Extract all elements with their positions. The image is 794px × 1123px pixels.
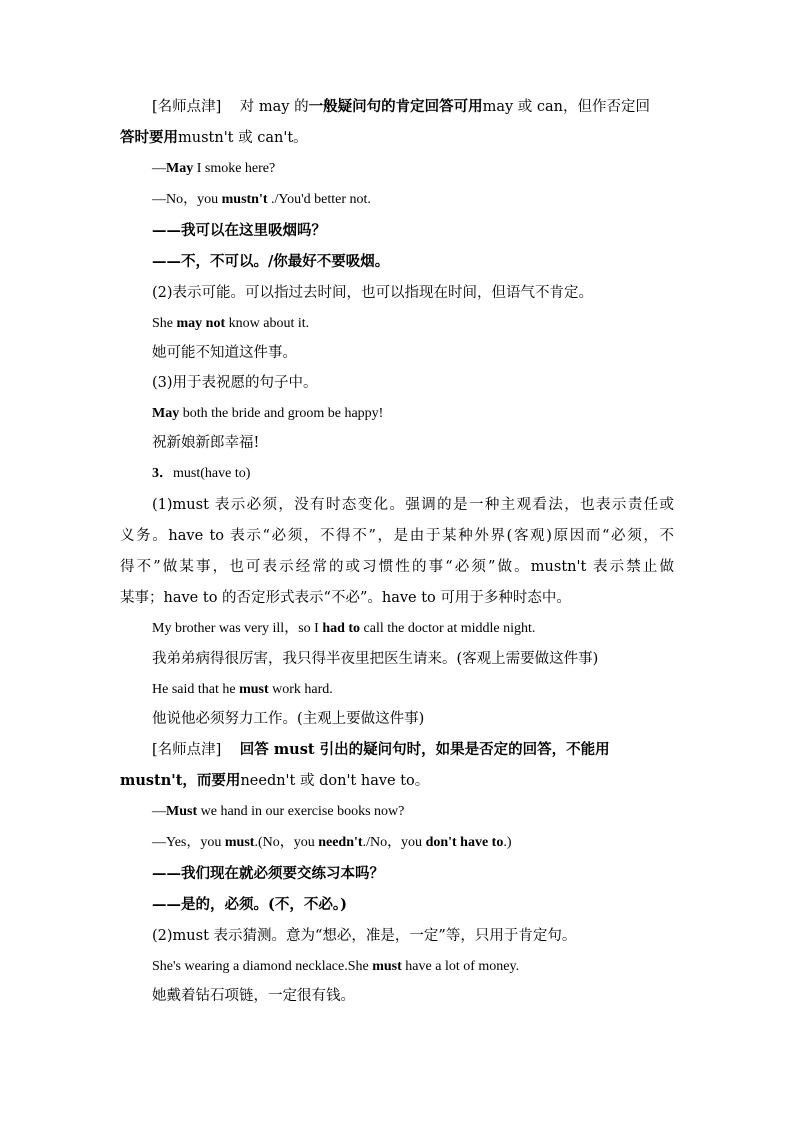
paragraph-line: (1)must 表示必须，没有时态变化。强调的是一种主观看法，也表示责任或 <box>152 497 674 513</box>
usage-heading: (2)表示可能。可以指过去时间，也可以指现在时间，但语气不肯定。 <box>152 285 594 301</box>
translation-question: ——我可以在这里吸烟吗？ <box>152 222 326 239</box>
example-sentence <box>152 619 535 639</box>
note-tag: [名师点津] <box>152 742 222 758</box>
note-line-1 <box>152 97 650 117</box>
keyword: must <box>239 682 269 697</box>
example-text: My brother was very ill，so I <box>152 621 323 636</box>
paragraph-line: 得不”做某事，也可表示经常的或习惯性的事“必须”做。mustn't 表示禁止做 <box>120 559 674 575</box>
translation: 她戴着钻石项链，一定很有钱。 <box>152 988 355 1004</box>
example-sentence <box>152 314 309 334</box>
example-text: call the doctor at middle night. <box>360 621 536 636</box>
keyword: needn't <box>318 835 363 850</box>
example-text: —Yes，you <box>152 835 225 850</box>
example-text: ./You'd better not. <box>267 192 371 207</box>
paragraph-line: 某事；have to 的否定形式表示“不必”。have to 可用于多种时态中。 <box>120 590 571 606</box>
keyword: May <box>152 406 180 421</box>
section-title: must(have to) <box>173 466 251 481</box>
keyword: mustn't <box>221 192 268 207</box>
translation: 祝新娘新郎幸福! <box>152 435 260 451</box>
note-text: mustn't 或 can't。 <box>178 130 308 146</box>
example-sentence <box>152 404 383 424</box>
keyword: Must <box>166 804 198 819</box>
usage-heading: (3)用于表祝愿的句子中。 <box>152 375 318 391</box>
example-text: .(No，you <box>254 835 319 850</box>
note-text-bold: 回答 must 引出的疑问句时，如果是否定的回答，不能用 <box>239 741 610 758</box>
example-sentence <box>152 680 333 700</box>
example-answer <box>152 833 512 853</box>
example-text: She's wearing a diamond necklace.She <box>152 959 373 974</box>
keyword: must <box>224 835 255 850</box>
note-tag: [名师点津] <box>152 99 222 115</box>
example-text: She <box>152 316 177 331</box>
section-number: 3． <box>152 466 173 481</box>
translation: 他说他必须努力工作。(主观上要做这件事) <box>152 711 425 727</box>
note-text: 对 may 的 <box>239 99 309 115</box>
paragraph-line: 义务。have to 表示“必须，不得不”，是由于某种外界(客观)原因而“必须，不 <box>120 528 674 544</box>
translation: 她可能不知道这件事。 <box>152 345 297 361</box>
dash: — <box>152 161 166 176</box>
example-text: .) <box>503 835 512 850</box>
keyword: had to <box>322 621 361 636</box>
keyword: may not <box>176 316 226 331</box>
example-text: ./No，you <box>362 835 426 850</box>
translation-question: ——我们现在就必须要交练习本吗？ <box>152 865 384 882</box>
example-text: have a lot of money. <box>401 959 520 974</box>
note-text: may 或 can，但作否定回 <box>482 99 650 115</box>
section-heading <box>152 464 250 484</box>
note-text-bold: 答时要用 <box>120 129 178 146</box>
example-text: we hand in our exercise books now? <box>197 804 405 819</box>
example-question <box>152 159 275 179</box>
example-answer <box>152 190 371 210</box>
example-text: know about it. <box>225 316 310 331</box>
example-question <box>152 802 404 822</box>
translation-answer: ——不，不可以。/你最好不要吸烟。 <box>152 253 390 270</box>
note-line-1 <box>152 740 610 760</box>
example-text: I smoke here? <box>193 161 276 176</box>
note-line-2 <box>120 771 429 791</box>
example-text: both the bride and groom be happy! <box>179 406 384 421</box>
note-line-2 <box>120 128 308 148</box>
example-text: He said that he <box>152 682 240 697</box>
example-sentence <box>152 957 519 977</box>
keyword: May <box>166 161 194 176</box>
usage-heading: (2)must 表示猜测。意为“想必，准是，一定”等，只用于肯定句。 <box>152 928 577 944</box>
keyword: must <box>372 959 402 974</box>
keyword: don't have to <box>425 835 504 850</box>
translation-answer: ——是的，必须。(不，不必。) <box>152 896 347 913</box>
dash: — <box>152 804 166 819</box>
note-text-bold: 一般疑问句的肯定回答可用 <box>308 98 483 115</box>
example-text: work hard. <box>268 682 333 697</box>
translation: 我弟弟病得很厉害，我只得半夜里把医生请来。(客观上需要做这件事) <box>152 651 599 667</box>
example-text: —No，you <box>152 192 222 207</box>
note-text-bold: mustn't，而要用 <box>120 772 241 789</box>
note-text: needn't 或 don't have to。 <box>240 773 430 789</box>
